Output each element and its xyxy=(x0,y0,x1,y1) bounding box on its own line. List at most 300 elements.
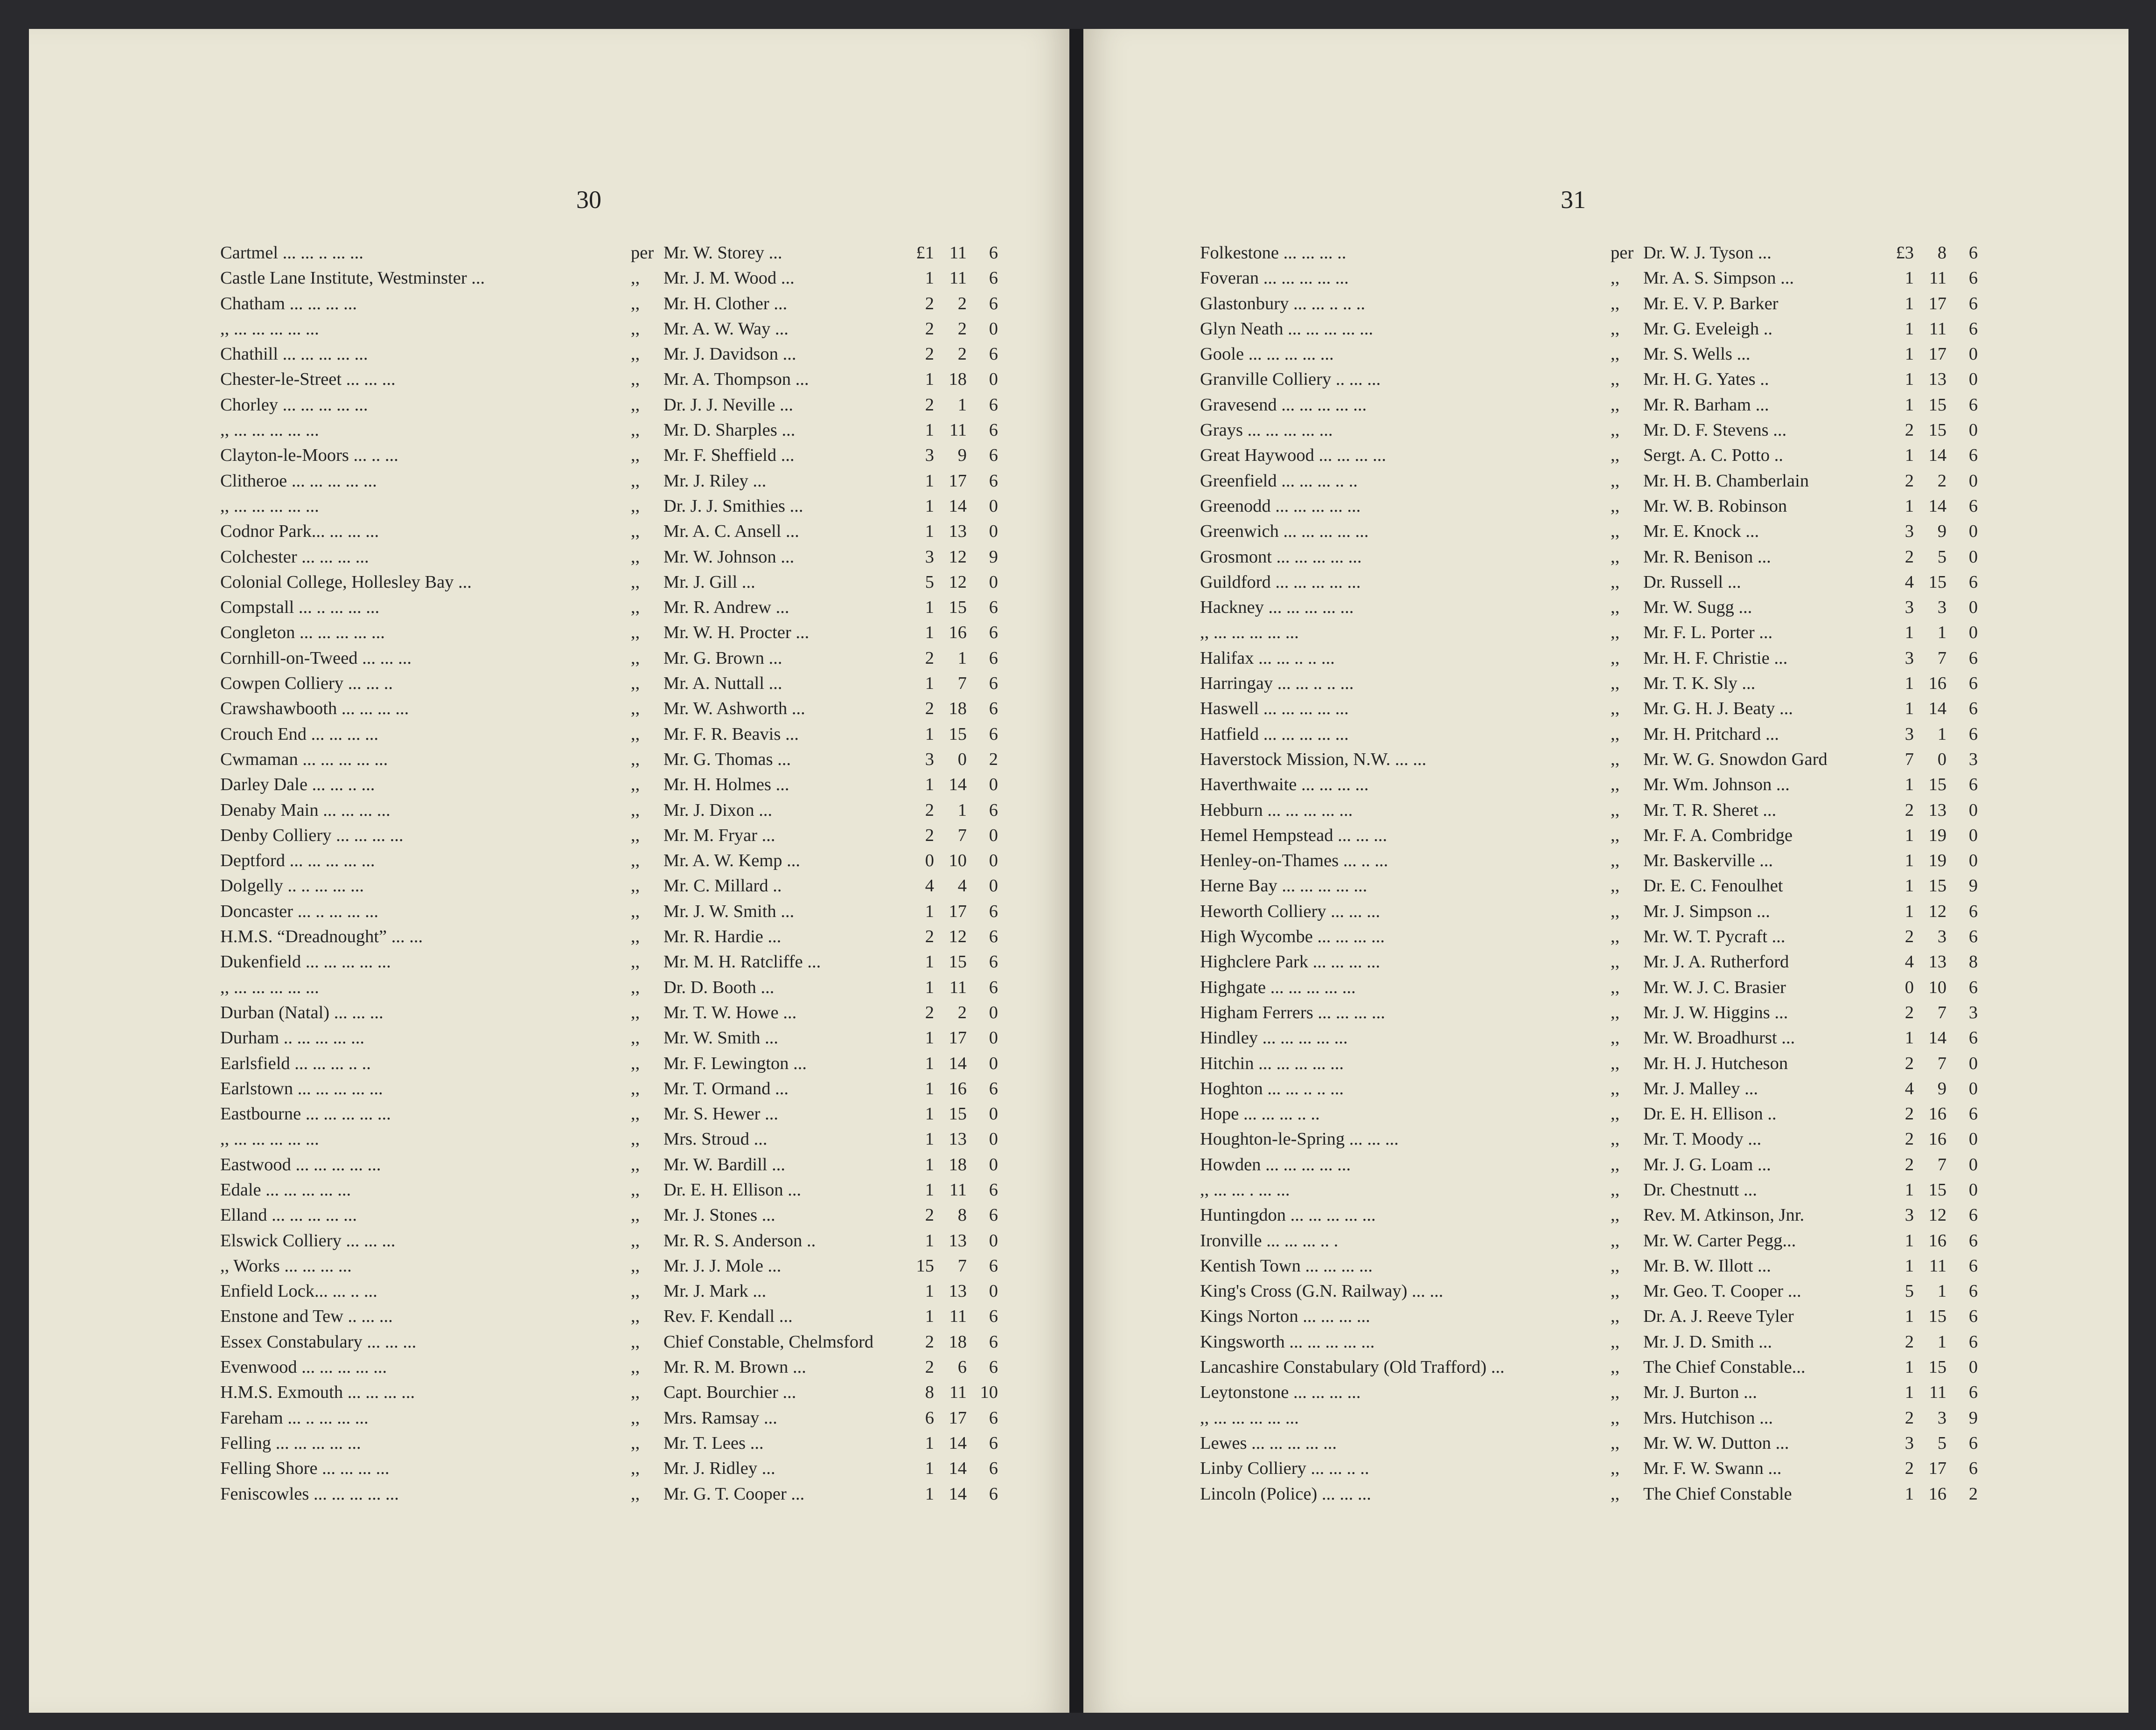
amount-pence: 6 xyxy=(989,1408,998,1428)
contributor-name: Mr. J. A. Rutherford xyxy=(1643,952,1789,972)
amount-pence: 6 xyxy=(989,648,998,668)
amount-pounds: 1 xyxy=(925,1078,934,1098)
contributor-name: Mr. H. B. Chamberlain xyxy=(1643,471,1809,491)
amount-pounds: 1 xyxy=(925,1180,934,1200)
contributor-name: Mr. A. W. Way ... xyxy=(663,319,788,339)
amount-pence: 6 xyxy=(989,395,998,415)
place-name: Houghton-le-Spring ... ... ... xyxy=(1200,1129,1399,1149)
amount-shillings: 17 xyxy=(949,1408,967,1428)
amount-pounds: 2 xyxy=(1905,420,1914,440)
contributor-name: Mr. J. Davidson ... xyxy=(663,344,796,364)
amount-pence: 6 xyxy=(1968,243,1978,263)
contributor-name: Mr. T. Lees ... xyxy=(663,1433,764,1453)
amount-pence: 6 xyxy=(1968,699,1978,719)
amount-pounds: 2 xyxy=(925,648,934,668)
contributor-name: Mr. G. Eveleigh .. xyxy=(1643,319,1772,339)
amount-pounds: 2 xyxy=(1905,800,1914,820)
per-mark: ,, xyxy=(631,1053,640,1073)
place-name: Granville Colliery .. ... ... xyxy=(1200,369,1381,389)
amount-pence: 6 xyxy=(989,800,998,820)
place-name: ,, ... ... ... ... ... xyxy=(220,1129,319,1149)
amount-pence: 0 xyxy=(1968,1129,1978,1149)
amount-pence: 6 xyxy=(989,1484,998,1504)
contributor-name: Mr. T. K. Sly ... xyxy=(1643,674,1756,694)
place-name: Ironville ... ... ... .. . xyxy=(1200,1230,1339,1251)
amount-shillings: 15 xyxy=(1928,395,1947,415)
amount-pence: 0 xyxy=(989,1104,998,1124)
contributor-name: Dr. Russell ... xyxy=(1643,572,1741,592)
amount-pence: 0 xyxy=(989,825,998,845)
page-number: 31 xyxy=(1561,186,1586,214)
amount-pounds: 1 xyxy=(1905,1180,1914,1200)
amount-shillings: 12 xyxy=(949,927,967,947)
amount-pounds: 6 xyxy=(925,1408,934,1428)
amount-shillings: 3 xyxy=(1937,1408,1947,1428)
amount-pounds: 5 xyxy=(1905,1281,1914,1301)
per-mark: ,, xyxy=(631,1154,640,1174)
amount-shillings: 14 xyxy=(949,1484,967,1504)
amount-pence: 6 xyxy=(989,445,998,466)
per-mark: ,, xyxy=(1611,1459,1620,1479)
per-mark: ,, xyxy=(1611,445,1620,466)
amount-shillings: 5 xyxy=(1937,1433,1947,1453)
place-name: Heworth Colliery ... ... ... xyxy=(1200,901,1381,921)
place-name: Chathill ... ... ... ... ... xyxy=(220,344,368,364)
place-name: Herne Bay ... ... ... ... ... xyxy=(1200,876,1368,896)
amount-pence: 6 xyxy=(1968,1028,1978,1048)
per-mark: ,, xyxy=(631,825,640,845)
place-name: Chorley ... ... ... ... ... xyxy=(220,395,368,415)
place-name: ,, ... ... . ... ... xyxy=(1200,1180,1290,1200)
place-name: Haverstock Mission, N.W. ... ... xyxy=(1200,749,1427,769)
per-mark: ,, xyxy=(631,901,640,921)
amount-shillings: 7 xyxy=(1937,1154,1947,1174)
amount-pounds: 1 xyxy=(925,268,934,288)
contributor-name: Capt. Bourchier ... xyxy=(663,1383,796,1403)
per-mark: ,, xyxy=(1611,901,1620,921)
place-name: Cartmel ... ... .. ... ... xyxy=(220,243,363,263)
contributor-name: Mr. H. Pritchard ... xyxy=(1643,724,1779,744)
amount-shillings: 15 xyxy=(1928,876,1947,896)
amount-pence: 6 xyxy=(989,927,998,947)
per-mark: ,, xyxy=(1611,1306,1620,1327)
place-name: Higham Ferrers ... ... ... ... xyxy=(1200,1002,1385,1022)
amount-pence: 0 xyxy=(1968,471,1978,491)
per-mark: ,, xyxy=(631,648,640,668)
amount-pence: 6 xyxy=(1968,1433,1978,1453)
amount-shillings: 13 xyxy=(949,1129,967,1149)
amount-pounds: 1 xyxy=(1905,293,1914,313)
amount-pence: 6 xyxy=(989,1306,998,1327)
per-mark: ,, xyxy=(631,1459,640,1479)
amount-pence: 0 xyxy=(989,319,998,339)
amount-pounds: 2 xyxy=(925,927,934,947)
contributor-name: Mr. H. F. Christie ... xyxy=(1643,648,1788,668)
amount-pence: 6 xyxy=(989,344,998,364)
amount-shillings: 11 xyxy=(1929,1383,1947,1403)
amount-shillings: 1 xyxy=(1937,1332,1947,1352)
amount-shillings: 18 xyxy=(949,369,967,389)
amount-pounds: 3 xyxy=(925,749,934,769)
per-mark: ,, xyxy=(631,344,640,364)
book-gutter xyxy=(1069,29,1083,1713)
amount-shillings: 19 xyxy=(1928,851,1947,871)
amount-pounds: 2 xyxy=(1905,1332,1914,1352)
per-mark: ,, xyxy=(1611,496,1620,516)
contributor-name: Rev. M. Atkinson, Jnr. xyxy=(1643,1205,1805,1225)
amount-pence: 6 xyxy=(989,901,998,921)
amount-pounds: 1 xyxy=(1905,1028,1914,1048)
amount-pounds: 2 xyxy=(925,1332,934,1352)
amount-shillings: 14 xyxy=(949,1053,967,1073)
place-name: Congleton ... ... ... ... ... xyxy=(220,623,385,643)
amount-shillings: 11 xyxy=(949,420,967,440)
amount-shillings: 2 xyxy=(957,1002,967,1022)
per-mark: ,, xyxy=(1611,420,1620,440)
amount-pounds: 1 xyxy=(1905,268,1914,288)
per-mark: ,, xyxy=(1611,1053,1620,1073)
amount-pence: 6 xyxy=(1968,1256,1978,1276)
amount-shillings: 15 xyxy=(949,724,967,744)
per-mark: ,, xyxy=(631,623,640,643)
contributor-name: Mr. G. T. Cooper ... xyxy=(663,1484,805,1504)
amount-pence: 6 xyxy=(989,1078,998,1098)
amount-shillings: 18 xyxy=(949,699,967,719)
amount-shillings: 14 xyxy=(1928,445,1947,466)
amount-pence: 9 xyxy=(1968,876,1978,896)
amount-pounds: 1 xyxy=(925,1154,934,1174)
amount-pounds: 15 xyxy=(916,1256,934,1276)
per-mark: ,, xyxy=(1611,876,1620,896)
per-mark: ,, xyxy=(1611,927,1620,947)
amount-pounds: £3 xyxy=(1896,243,1914,263)
per-mark: ,, xyxy=(1611,1433,1620,1453)
per-mark: ,, xyxy=(631,293,640,313)
amount-pounds: 2 xyxy=(1905,547,1914,567)
per-mark: ,, xyxy=(1611,1281,1620,1301)
amount-shillings: 5 xyxy=(1937,547,1947,567)
place-name: Hindley ... ... ... ... ... xyxy=(1200,1028,1348,1048)
amount-pounds: 3 xyxy=(1905,1433,1914,1453)
contributor-name: Mr. J. Mark ... xyxy=(663,1281,767,1301)
amount-pounds: 1 xyxy=(1905,901,1914,921)
amount-pence: 3 xyxy=(1968,749,1978,769)
contributor-name: Mr. F. L. Porter ... xyxy=(1643,623,1773,643)
amount-shillings: 0 xyxy=(957,749,967,769)
contributor-name: Dr. A. J. Reeve Tyler xyxy=(1643,1306,1794,1327)
place-name: Colchester ... ... ... ... xyxy=(220,547,369,567)
amount-pounds: 2 xyxy=(1905,927,1914,947)
amount-pence: 6 xyxy=(989,293,998,313)
contributor-name: Mr. G. Thomas ... xyxy=(663,749,791,769)
place-name: Essex Constabulary ... ... ... xyxy=(220,1332,417,1352)
place-name: Elswick Colliery ... ... ... xyxy=(220,1230,396,1251)
amount-pounds: 1 xyxy=(925,369,934,389)
per-mark: ,, xyxy=(631,547,640,567)
per-mark: ,, xyxy=(631,1205,640,1225)
amount-pence: 0 xyxy=(1968,800,1978,820)
amount-shillings: 14 xyxy=(949,775,967,795)
amount-pence: 0 xyxy=(1968,598,1978,618)
amount-pence: 0 xyxy=(989,1154,998,1174)
per-mark: ,, xyxy=(1611,471,1620,491)
per-mark: ,, xyxy=(631,1230,640,1251)
per-mark: ,, xyxy=(631,268,640,288)
place-name: Haverthwaite ... ... ... ... xyxy=(1200,775,1369,795)
amount-pounds: 2 xyxy=(1905,1408,1914,1428)
place-name: Durham .. ... ... ... ... xyxy=(220,1028,365,1048)
place-name: Clitheroe ... ... ... ... ... xyxy=(220,471,377,491)
amount-pounds: 1 xyxy=(1905,825,1914,845)
per-mark: ,, xyxy=(1611,1332,1620,1352)
amount-shillings: 18 xyxy=(949,1154,967,1174)
amount-shillings: 8 xyxy=(1937,243,1947,263)
amount-pounds: 2 xyxy=(925,1205,934,1225)
contributor-name: Mr. F. W. Swann ... xyxy=(1643,1459,1782,1479)
place-name: Denby Colliery ... ... ... ... xyxy=(220,825,404,845)
per-mark: ,, xyxy=(631,598,640,618)
contributor-name: Mr. W. G. Snowdon Gard xyxy=(1643,749,1828,769)
amount-pence: 6 xyxy=(1968,901,1978,921)
place-name: Elland ... ... ... ... ... xyxy=(220,1205,357,1225)
amount-pounds: 2 xyxy=(925,1002,934,1022)
contributor-name: Mr. H. J. Hutcheson xyxy=(1643,1053,1788,1073)
per-mark: ,, xyxy=(1611,825,1620,845)
amount-shillings: 14 xyxy=(1928,496,1947,516)
contributor-name: Mr. A. Nuttall ... xyxy=(663,674,782,694)
amount-shillings: 11 xyxy=(949,268,967,288)
per-mark: ,, xyxy=(1611,1205,1620,1225)
contributor-name: Mr. T. R. Sheret ... xyxy=(1643,800,1777,820)
amount-pence: 6 xyxy=(1968,927,1978,947)
amount-shillings: 2 xyxy=(957,344,967,364)
amount-pounds: 3 xyxy=(925,547,934,567)
amount-pounds: 3 xyxy=(1905,724,1914,744)
amount-pounds: £1 xyxy=(916,243,934,263)
per-mark: ,, xyxy=(1611,800,1620,820)
per-mark: ,, xyxy=(631,1104,640,1124)
place-name: Henley-on-Thames ... .. ... xyxy=(1200,851,1388,871)
amount-pounds: 2 xyxy=(1905,1053,1914,1073)
place-name: Enfield Lock... ... .. ... xyxy=(220,1281,377,1301)
amount-pounds: 1 xyxy=(925,724,934,744)
contributor-name: Mr. H. G. Yates .. xyxy=(1643,369,1769,389)
per-mark: ,, xyxy=(1611,1230,1620,1251)
amount-pounds: 1 xyxy=(925,775,934,795)
amount-shillings: 14 xyxy=(949,1459,967,1479)
amount-shillings: 8 xyxy=(957,1205,967,1225)
amount-pence: 6 xyxy=(989,699,998,719)
place-name: Grosmont ... ... ... ... ... xyxy=(1200,547,1362,567)
per-mark: ,, xyxy=(1611,395,1620,415)
place-name: Folkestone ... ... ... .. xyxy=(1200,243,1347,263)
amount-pence: 6 xyxy=(1968,268,1978,288)
per-mark: ,, xyxy=(1611,1078,1620,1098)
amount-pounds: 3 xyxy=(1905,1205,1914,1225)
amount-shillings: 9 xyxy=(1937,1078,1947,1098)
amount-pounds: 1 xyxy=(925,952,934,972)
place-name: Darley Dale ... ... .. ... xyxy=(220,775,375,795)
amount-pounds: 2 xyxy=(925,1357,934,1377)
amount-pounds: 1 xyxy=(1905,369,1914,389)
place-name: Huntingdon ... ... ... ... ... xyxy=(1200,1205,1376,1225)
amount-pence: 6 xyxy=(989,1256,998,1276)
amount-shillings: 16 xyxy=(949,623,967,643)
per-mark: ,, xyxy=(631,572,640,592)
per-mark: ,, xyxy=(631,977,640,997)
amount-shillings: 15 xyxy=(949,1104,967,1124)
place-name: Dukenfield ... ... ... ... ... xyxy=(220,952,391,972)
amount-pence: 6 xyxy=(989,420,998,440)
amount-pence: 0 xyxy=(1968,1180,1978,1200)
place-name: Hatfield ... ... ... ... ... xyxy=(1200,724,1349,744)
contributor-name: Mr. W. J. C. Brasier xyxy=(1643,977,1786,997)
contributor-name: The Chief Constable xyxy=(1643,1484,1792,1504)
per-mark: ,, xyxy=(1611,648,1620,668)
amount-pence: 0 xyxy=(989,1053,998,1073)
per-mark: ,, xyxy=(1611,1180,1620,1200)
amount-pence: 9 xyxy=(989,547,998,567)
per-mark: ,, xyxy=(1611,1002,1620,1022)
place-name: Chatham ... ... ... ... xyxy=(220,293,357,313)
contributor-name: Dr. W. J. Tyson ... xyxy=(1643,243,1772,263)
amount-pounds: 1 xyxy=(925,521,934,542)
amount-pence: 10 xyxy=(980,1383,998,1403)
contributor-name: Mr. J. Burton ... xyxy=(1643,1383,1757,1403)
amount-pounds: 1 xyxy=(925,1281,934,1301)
place-name: Eastbourne ... ... ... ... ... xyxy=(220,1104,391,1124)
amount-pence: 6 xyxy=(1968,572,1978,592)
contributor-name: Mr. J. W. Smith ... xyxy=(663,901,795,921)
amount-shillings: 7 xyxy=(1937,1002,1947,1022)
amount-pence: 6 xyxy=(1968,496,1978,516)
amount-shillings: 11 xyxy=(1929,1256,1947,1276)
contributor-name: Mr. W. Broadhurst ... xyxy=(1643,1028,1795,1048)
per-mark: ,, xyxy=(1611,1154,1620,1174)
contributor-name: Mrs. Hutchison ... xyxy=(1643,1408,1773,1428)
amount-pence: 0 xyxy=(1968,1053,1978,1073)
amount-pounds: 3 xyxy=(925,445,934,466)
amount-pounds: 1 xyxy=(925,420,934,440)
per-mark: ,, xyxy=(631,395,640,415)
amount-pounds: 1 xyxy=(925,1230,934,1251)
contributor-name: Mr. Wm. Johnson ... xyxy=(1643,775,1790,795)
place-name: Crawshawbooth ... ... ... ... xyxy=(220,699,409,719)
contributor-name: Mr. R. Barham ... xyxy=(1643,395,1769,415)
contributor-name: Mr. W. W. Dutton ... xyxy=(1643,1433,1789,1453)
amount-pence: 0 xyxy=(989,1002,998,1022)
amount-shillings: 13 xyxy=(1928,800,1947,820)
contributor-name: Mr. A. S. Simpson ... xyxy=(1643,268,1794,288)
contributor-name: Dr. J. J. Smithies ... xyxy=(663,496,803,516)
amount-pence: 0 xyxy=(989,1129,998,1149)
amount-pounds: 2 xyxy=(1905,1104,1914,1124)
per-mark: ,, xyxy=(631,800,640,820)
amount-pounds: 1 xyxy=(1905,876,1914,896)
place-name: Clayton-le-Moors ... .. ... xyxy=(220,445,398,466)
per-mark: ,, xyxy=(1611,521,1620,542)
amount-pence: 6 xyxy=(1968,1332,1978,1352)
amount-pounds: 1 xyxy=(925,1459,934,1479)
contributor-name: Mr. A. Thompson ... xyxy=(663,369,809,389)
amount-pounds: 2 xyxy=(1905,1002,1914,1022)
amount-pence: 0 xyxy=(989,1230,998,1251)
contributor-name: Mr. C. Millard .. xyxy=(663,876,782,896)
amount-shillings: 17 xyxy=(1928,344,1947,364)
amount-pence: 6 xyxy=(989,471,998,491)
amount-shillings: 7 xyxy=(957,674,967,694)
amount-pounds: 1 xyxy=(925,623,934,643)
contributor-name: Sergt. A. C. Potto .. xyxy=(1643,445,1783,466)
amount-pence: 6 xyxy=(1968,648,1978,668)
amount-pence: 0 xyxy=(1968,547,1978,567)
contributor-name: Mr. J. Riley ... xyxy=(663,471,767,491)
per-mark: ,, xyxy=(631,369,640,389)
contributor-name: Mrs. Ramsay ... xyxy=(663,1408,777,1428)
amount-pence: 0 xyxy=(989,521,998,542)
amount-shillings: 13 xyxy=(1928,952,1947,972)
contributor-name: Mr. W. Ashworth ... xyxy=(663,699,805,719)
place-name: Castle Lane Institute, Westminster ... xyxy=(220,268,485,288)
place-name: Hoghton ... ... .. .. ... xyxy=(1200,1078,1344,1098)
per-mark: ,, xyxy=(631,749,640,769)
place-name: ,, ... ... ... ... ... xyxy=(220,420,319,440)
amount-pence: 8 xyxy=(1968,952,1978,972)
amount-pounds: 3 xyxy=(1905,648,1914,668)
place-name: Colonial College, Hollesley Bay ... xyxy=(220,572,472,592)
contributor-name: Mr. F. R. Beavis ... xyxy=(663,724,799,744)
amount-shillings: 1 xyxy=(1937,724,1947,744)
place-name: Haswell ... ... ... ... ... xyxy=(1200,699,1349,719)
amount-pence: 6 xyxy=(989,724,998,744)
amount-pounds: 1 xyxy=(925,901,934,921)
contributor-name: Mr. W. Johnson ... xyxy=(663,547,795,567)
amount-pence: 6 xyxy=(1968,293,1978,313)
place-name: Cornhill-on-Tweed ... ... ... xyxy=(220,648,412,668)
place-name: Hitchin ... ... ... ... ... xyxy=(1200,1053,1344,1073)
contributor-name: Mr. W. B. Robinson xyxy=(1643,496,1787,516)
amount-shillings: 7 xyxy=(957,1256,967,1276)
place-name: Kings Norton ... ... ... ... xyxy=(1200,1306,1370,1327)
amount-shillings: 13 xyxy=(1928,369,1947,389)
per-mark: ,, xyxy=(631,1002,640,1022)
place-name: Linby Colliery ... ... .. .. xyxy=(1200,1459,1369,1479)
amount-pounds: 1 xyxy=(1905,1484,1914,1504)
per-mark: ,, xyxy=(631,1484,640,1504)
amount-pounds: 1 xyxy=(1905,623,1914,643)
amount-pounds: 4 xyxy=(1905,572,1914,592)
amount-shillings: 17 xyxy=(949,1028,967,1048)
amount-pence: 6 xyxy=(1968,445,1978,466)
contributor-name: Mr. E. Knock ... xyxy=(1643,521,1759,542)
per-mark: ,, xyxy=(631,699,640,719)
contributor-name: Mr. R. Benison ... xyxy=(1643,547,1771,567)
contributor-name: Mr. T. Ormand ... xyxy=(663,1078,789,1098)
amount-shillings: 1 xyxy=(957,648,967,668)
per-mark: ,, xyxy=(1611,319,1620,339)
amount-pence: 6 xyxy=(989,1332,998,1352)
amount-pence: 0 xyxy=(989,369,998,389)
amount-pence: 6 xyxy=(989,623,998,643)
amount-pounds: 1 xyxy=(925,471,934,491)
amount-shillings: 12 xyxy=(949,572,967,592)
per-mark: ,, xyxy=(1611,369,1620,389)
amount-pence: 6 xyxy=(1968,1281,1978,1301)
amount-pence: 6 xyxy=(1968,1230,1978,1251)
per-mark: ,, xyxy=(631,851,640,871)
per-mark: ,, xyxy=(1611,977,1620,997)
contributor-name: Mr. R. Andrew ... xyxy=(663,598,789,618)
